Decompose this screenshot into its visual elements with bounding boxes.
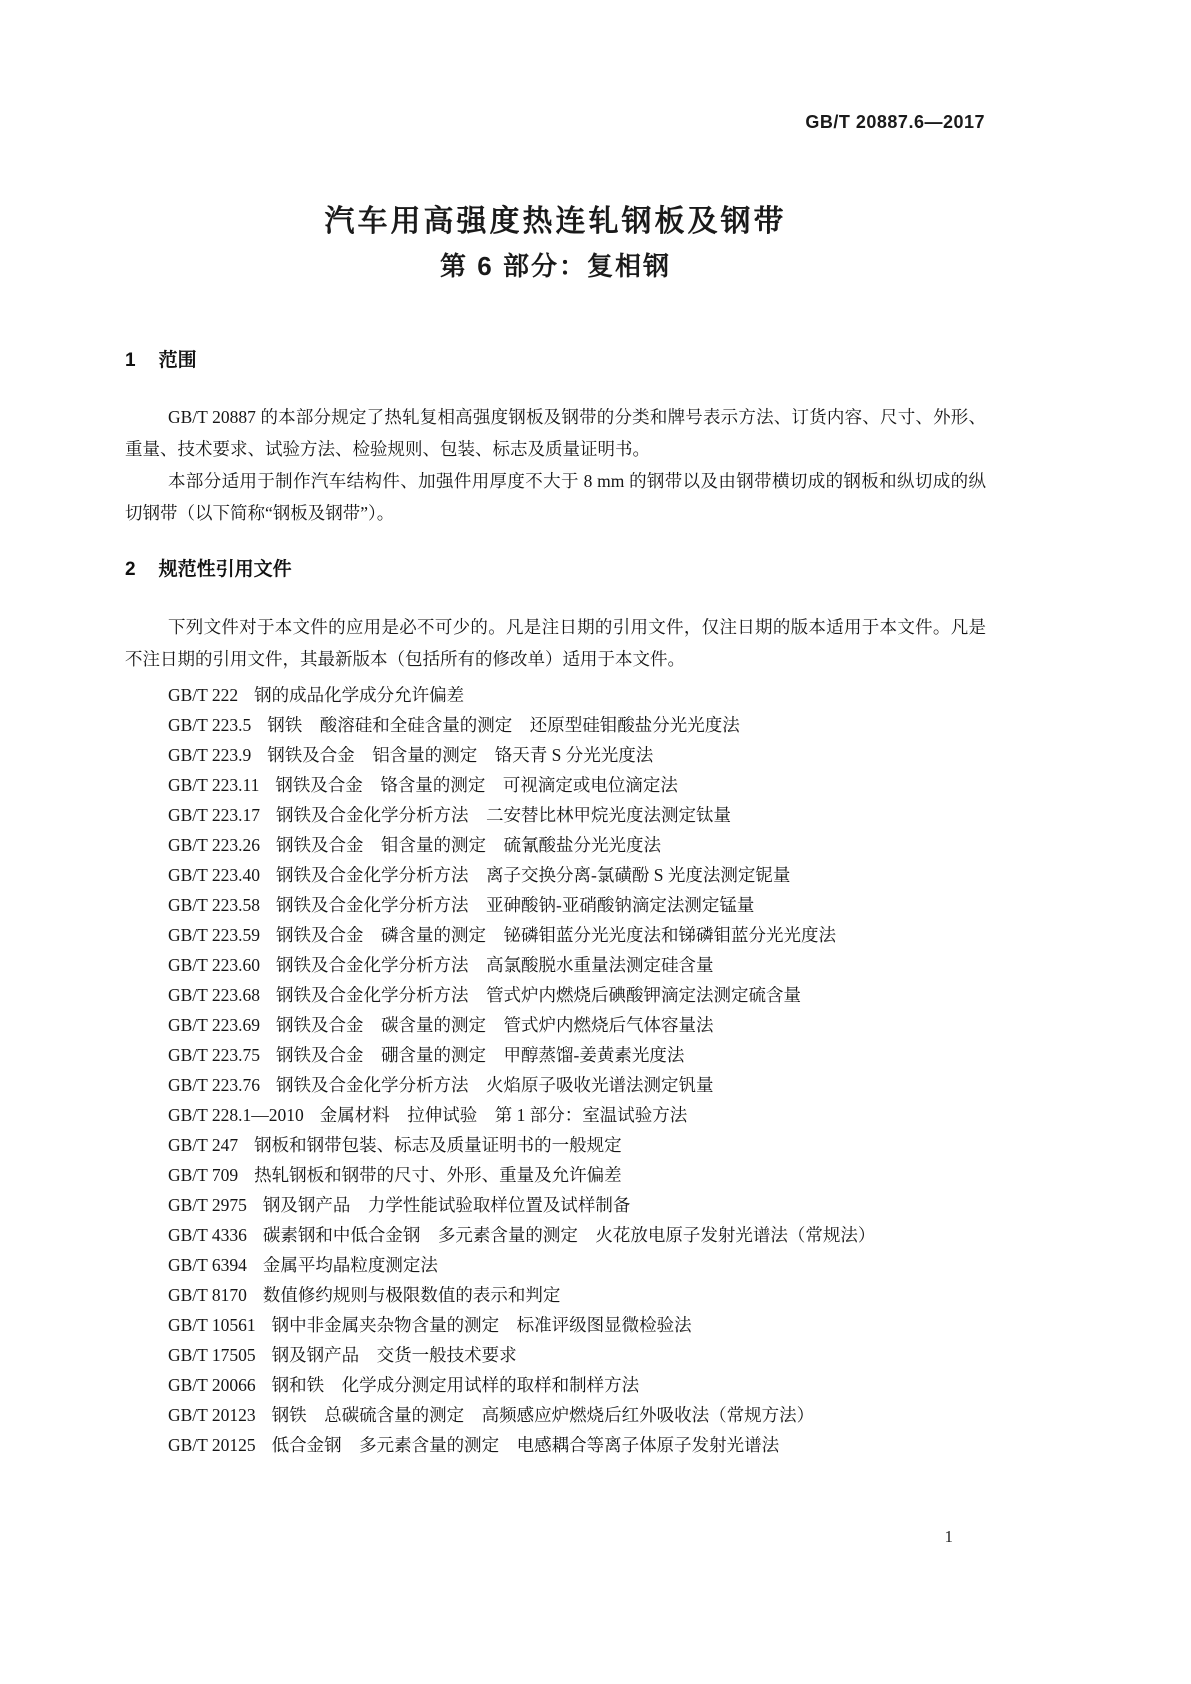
doc-title bbox=[125, 202, 986, 284]
reference-title: 钢铁 总碳硫含量的测定 高频感应炉燃烧后红外吸收法（常规方法） bbox=[271, 1405, 815, 1426]
reference-code: GB/T 17505 bbox=[168, 1345, 256, 1366]
reference-title: 热轧钢板和钢带的尺寸、外形、重量及允许偏差 bbox=[254, 1165, 622, 1186]
reference-item bbox=[125, 830, 986, 860]
reference-code: GB/T 223.40 bbox=[168, 865, 261, 886]
reference-item bbox=[125, 710, 986, 740]
reference-title: 数值修约规则与极限数值的表示和判定 bbox=[262, 1285, 561, 1306]
reference-title: 钢铁及合金化学分析方法 高氯酸脱水重量法测定硅含量 bbox=[276, 955, 714, 976]
reference-title: 钢铁及合金 铬含量的测定 可视滴定或电位滴定法 bbox=[275, 775, 678, 796]
section-1-paragraph: GB/T 20887 的本部分规定了热轧复相高强度钢板及钢带的分类和牌号表示方法、订货内容、尺寸、外形、重量、技术要求、试验方法、检验规则、包装、标志及质量证明书。 bbox=[125, 407, 986, 460]
doc-number: GB/T 20887.6—2017 bbox=[805, 112, 985, 132]
page-number: 1 bbox=[944, 1527, 953, 1546]
reference-code: GB/T 223.11 bbox=[168, 775, 260, 796]
reference-title: 钢和铁 化学成分测定用试样的取样和制样方法 bbox=[271, 1375, 640, 1396]
reference-item bbox=[125, 860, 986, 890]
reference-title: 钢板和钢带包装、标志及质量证明书的一般规定 bbox=[254, 1135, 622, 1156]
section-1-paragraph: 本部分适用于制作汽车结构件、加强件用厚度不大于 8 mm 的钢带以及由钢带横切成的钢板和纵切成的纵切钢带（以下简称“钢板及钢带”）。 bbox=[125, 471, 986, 524]
section-2-paragraph: 下列文件对于本文件的应用是必不可少的。凡是注日期的引用文件，仅注日期的版本适用于本文件。凡是不注日期的引用文件，其最新版本（包括所有的修改单）适用于本文件。 bbox=[125, 617, 986, 670]
reference-code: GB/T 223.75 bbox=[168, 1045, 261, 1066]
reference-code: GB/T 8170 bbox=[168, 1285, 247, 1306]
reference-title: 钢铁及合金化学分析方法 火焰原子吸收光谱法测定钒量 bbox=[276, 1075, 714, 1096]
reference-code: GB/T 223.17 bbox=[168, 805, 261, 826]
reference-code: GB/T 223.60 bbox=[168, 955, 261, 976]
reference-title: 钢铁及合金 铝含量的测定 铬天青 S 分光光度法 bbox=[267, 745, 654, 766]
section-2-heading bbox=[125, 557, 986, 583]
reference-code: GB/T 4336 bbox=[168, 1225, 247, 1246]
reference-item bbox=[125, 950, 986, 980]
reference-item bbox=[125, 1340, 986, 1370]
section-1-title: 范围 bbox=[158, 349, 197, 371]
reference-title: 金属平均晶粒度测定法 bbox=[262, 1255, 438, 1276]
reference-item bbox=[125, 1190, 986, 1220]
reference-code: GB/T 709 bbox=[168, 1165, 239, 1186]
doc-title-line1: 汽车用高强度热连轧钢板及钢带 bbox=[324, 205, 787, 238]
reference-code: GB/T 20066 bbox=[168, 1375, 256, 1396]
reference-item bbox=[125, 1430, 986, 1460]
reference-code: GB/T 223.69 bbox=[168, 1015, 261, 1036]
reference-item bbox=[125, 1130, 986, 1160]
reference-code: GB/T 223.59 bbox=[168, 925, 261, 946]
reference-item bbox=[125, 1400, 986, 1430]
reference-code: GB/T 223.5 bbox=[168, 715, 252, 736]
reference-item bbox=[125, 1070, 986, 1100]
reference-item bbox=[125, 980, 986, 1010]
reference-code: GB/T 6394 bbox=[168, 1255, 247, 1276]
reference-code: GB/T 10561 bbox=[168, 1315, 256, 1336]
reference-code: GB/T 2975 bbox=[168, 1195, 247, 1216]
reference-title: 钢铁及合金化学分析方法 管式炉内燃烧后碘酸钾滴定法测定硫含量 bbox=[276, 985, 802, 1006]
reference-code: GB/T 20125 bbox=[168, 1435, 256, 1456]
reference-item bbox=[125, 1100, 986, 1130]
reference-title: 低合金钢 多元素含量的测定 电感耦合等离子体原子发射光谱法 bbox=[271, 1435, 780, 1456]
reference-title: 钢铁及合金 碳含量的测定 管式炉内燃烧后气体容量法 bbox=[276, 1015, 714, 1036]
doc-title-line2: 第 6 部分：复相钢 bbox=[440, 251, 671, 281]
reference-title: 钢铁及合金化学分析方法 亚砷酸钠-亚硝酸钠滴定法测定锰量 bbox=[276, 895, 755, 916]
reference-item bbox=[125, 1040, 986, 1070]
reference-item bbox=[125, 800, 986, 830]
reference-item bbox=[125, 740, 986, 770]
section-1-heading bbox=[125, 348, 986, 374]
reference-item bbox=[125, 1160, 986, 1190]
reference-code: GB/T 223.68 bbox=[168, 985, 261, 1006]
reference-title: 钢及钢产品 力学性能试验取样位置及试样制备 bbox=[262, 1195, 631, 1216]
reference-title: 碳素钢和中低合金钢 多元素含量的测定 火花放电原子发射光谱法（常规法） bbox=[262, 1225, 876, 1246]
reference-item bbox=[125, 1280, 986, 1310]
reference-item bbox=[125, 920, 986, 950]
reference-title: 金属材料 拉伸试验 第 1 部分：室温试验方法 bbox=[319, 1105, 688, 1126]
reference-title: 钢铁及合金 钼含量的测定 硫氰酸盐分光光度法 bbox=[276, 835, 662, 856]
reference-code: GB/T 222 bbox=[168, 685, 239, 706]
reference-code: GB/T 223.76 bbox=[168, 1075, 261, 1096]
reference-code: GB/T 20123 bbox=[168, 1405, 256, 1426]
reference-item bbox=[125, 1370, 986, 1400]
reference-list bbox=[125, 680, 986, 1460]
reference-title: 钢的成品化学成分允许偏差 bbox=[254, 685, 465, 706]
reference-code: GB/T 228.1—2010 bbox=[168, 1105, 304, 1126]
reference-item bbox=[125, 1250, 986, 1280]
reference-item bbox=[125, 1010, 986, 1040]
reference-title: 钢及钢产品 交货一般技术要求 bbox=[271, 1345, 517, 1366]
reference-title: 钢铁 酸溶硅和全硅含量的测定 还原型硅钼酸盐分光光度法 bbox=[267, 715, 740, 736]
reference-title: 钢铁及合金 硼含量的测定 甲醇蒸馏-姜黄素光度法 bbox=[276, 1045, 685, 1066]
reference-code: GB/T 223.9 bbox=[168, 745, 252, 766]
reference-item bbox=[125, 680, 986, 710]
reference-item bbox=[125, 1220, 986, 1250]
reference-code: GB/T 223.26 bbox=[168, 835, 261, 856]
reference-item bbox=[125, 1310, 986, 1340]
reference-title: 钢铁及合金 磷含量的测定 铋磷钼蓝分光光度法和锑磷钼蓝分光光度法 bbox=[276, 925, 837, 946]
reference-title: 钢铁及合金化学分析方法 二安替比林甲烷光度法测定钛量 bbox=[276, 805, 732, 826]
reference-item bbox=[125, 890, 986, 920]
reference-title: 钢铁及合金化学分析方法 离子交换分离-氯磺酚 S 光度法测定铌量 bbox=[276, 865, 791, 886]
section-2-title: 规范性引用文件 bbox=[158, 559, 292, 581]
reference-code: GB/T 247 bbox=[168, 1135, 239, 1156]
content-area bbox=[125, 0, 986, 1460]
reference-title: 钢中非金属夹杂物含量的测定 标准评级图显微检验法 bbox=[271, 1315, 692, 1336]
reference-item bbox=[125, 770, 986, 800]
section-1-number: 1 bbox=[125, 349, 136, 371]
section-2-number: 2 bbox=[125, 559, 136, 581]
reference-code: GB/T 223.58 bbox=[168, 895, 261, 916]
